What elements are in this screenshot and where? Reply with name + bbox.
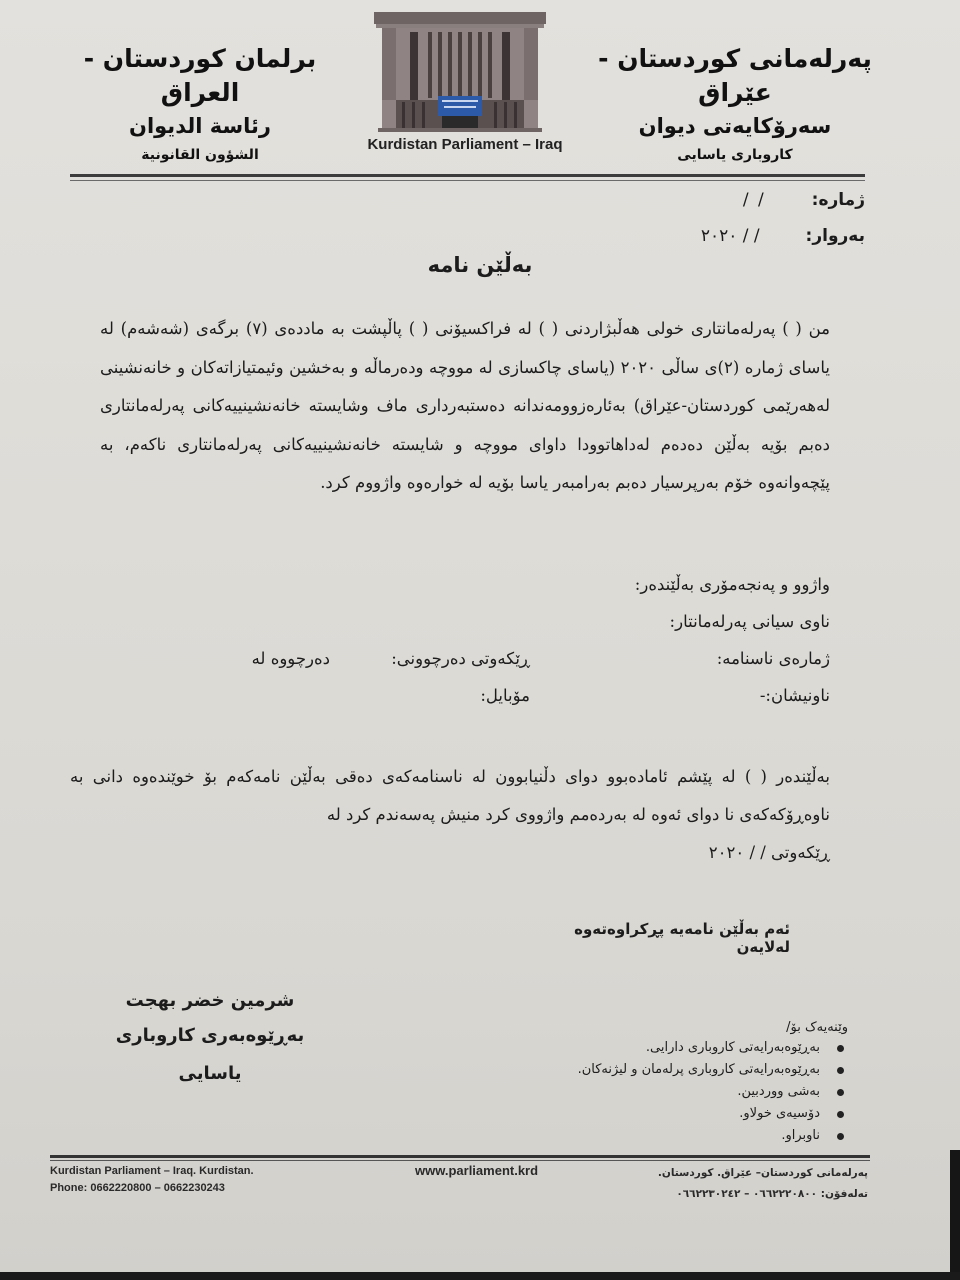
copy-to-item: دۆسیەی خولاو. (500, 1103, 820, 1125)
pledge-paragraph: من ( ) پەرلەمانتاری خولی هەڵبژاردنی ( ) لە فراکسیۆنی ( ) پاڵپشت بە ماددەی (٧) برگەی (شەشەم) لە یاسای ژمارە (٢)ی ساڵی ٢٠٢٠ (یاسای چاکسازی لە مووچە ودەرماڵە و بەخشین وئیمتیازاتەکان و خانەنشینی لەهەرێمی کوردستان-عێراق) بەئارەزوومەندانە دەستبەرداری ماف وشایستە خانەنشینییەکانی پەرلەمانتاری دەبم بۆیە بەڵێن دەدەم لەداهاتوودا داوای مووچە و شایستە خانەنشینییەکانی پەرلەمانتاری ناکەم، بە پێچەوانەوە خۆم بەرپرسیار دەبم بەرامبەر یاسا بۆیە لە خوارەوە واژووم کرد. (100, 319, 830, 492)
footer-kurdish-phone: تەلەفۆن: ٠٦٦٢٢٢٠٨٠٠ – ٠٦٦٢٢٣٠٢٤٢ (676, 1188, 868, 1200)
parliament-building-icon (372, 10, 548, 134)
address-label: ناونیشان:- (759, 686, 830, 705)
background-edge-bottom (0, 1272, 960, 1280)
header-arabic-org: برلمان كوردستان - العراق (83, 44, 317, 107)
copy-to-item: ناوبراو. (500, 1125, 820, 1147)
witness-date-line: ڕێکەوتی / / ٢٠٢٠ (708, 843, 830, 862)
signature-label: واژوو و پەنجەمۆری بەڵێندەر: (634, 575, 830, 594)
footer-kurdish (640, 1163, 868, 1205)
footer-address: Kurdistan Parliament – Iraq. Kurdistan. (50, 1165, 254, 1177)
date-label: بەروار: (805, 226, 865, 246)
copy-to-title: وێنەیەک بۆ/ (786, 1020, 848, 1035)
date-row (701, 226, 865, 246)
footer-divider-thin (50, 1160, 870, 1161)
reference-number-label: ژمارە: (811, 190, 865, 210)
copy-to-item: بەڕێوەبەرایەتی کاروباری پرلەمان و لیژنەکان. (500, 1059, 820, 1081)
background-edge (950, 1150, 960, 1280)
header-divider (70, 174, 865, 177)
footer-kurdish-address: پەرلەمانی کوردستان– عێراق. کوردستان. (657, 1167, 868, 1179)
header-divider-thin (70, 180, 865, 181)
signer-title: بەڕێوەبەری کاروباری یاسایی (115, 1025, 305, 1084)
full-name-label: ناوی سیانی پەرلەمانتار: (669, 612, 830, 631)
header-kurdish (590, 42, 880, 168)
footer-english (50, 1163, 254, 1197)
copy-to-list (500, 1020, 848, 1147)
header-arabic (55, 42, 345, 168)
reference-number-value: / / (742, 190, 766, 210)
signer-block (90, 985, 330, 1093)
reference-number-row (743, 190, 865, 210)
footer-divider (50, 1155, 870, 1158)
signer-name: شرمين خضر بهجت (125, 990, 295, 1011)
filled-by-note: ئەم بەڵێن نامەیە پڕکراوەتەوە لەلایەن (574, 920, 790, 956)
issued-from-label: دەرچووە لە (251, 649, 330, 668)
header-kurdish-dept: سەرۆکایەتی دیوان (638, 114, 832, 138)
footer-website-link[interactable]: www.parliament.krd (415, 1163, 539, 1178)
witness-statement (70, 758, 830, 872)
header-arabic-section: الشؤون القانونية (141, 147, 259, 163)
issue-date-label: ڕێکەوتی دەرچوونی: (391, 649, 530, 668)
header-arabic-dept: رئاسة الديوان (129, 114, 271, 138)
footer-phone: Phone: 0662220800 – 0662230243 (50, 1182, 225, 1194)
document-title: بەڵێن نامە (427, 253, 533, 277)
date-value: / / ٢٠٢٠ (700, 226, 760, 246)
copy-to-item: بەڕێوەبەرایەتی کاروباری دارایی. (500, 1037, 820, 1059)
header-kurdish-org: پەرلەمانی کوردستان - عێراق (598, 44, 872, 107)
witness-paragraph: بەڵێندەر ( ) لە پێشم ئامادەبوو دوای دڵنیابوون لە ناسنامەکەی دەقی بەڵێن نامەکەم بۆ خوێندەوە دانی بە ناوەڕۆکەکەی نا دوای ئەوە لە بەردەمم واژووی کرد منیش پەسەندم کرد لە (70, 767, 830, 824)
mobile-label: مۆبایل: (480, 686, 530, 705)
id-number-label: ژمارەی ناسنامە: (716, 649, 830, 668)
logo-caption: Kurdistan Parliament – Iraq (367, 136, 563, 153)
copy-to-item: بەشی ووردبین. (500, 1081, 820, 1103)
header-kurdish-section: کاروباری یاسایی (677, 147, 793, 163)
pledge-body (100, 310, 830, 503)
pledger-fields (150, 575, 830, 723)
